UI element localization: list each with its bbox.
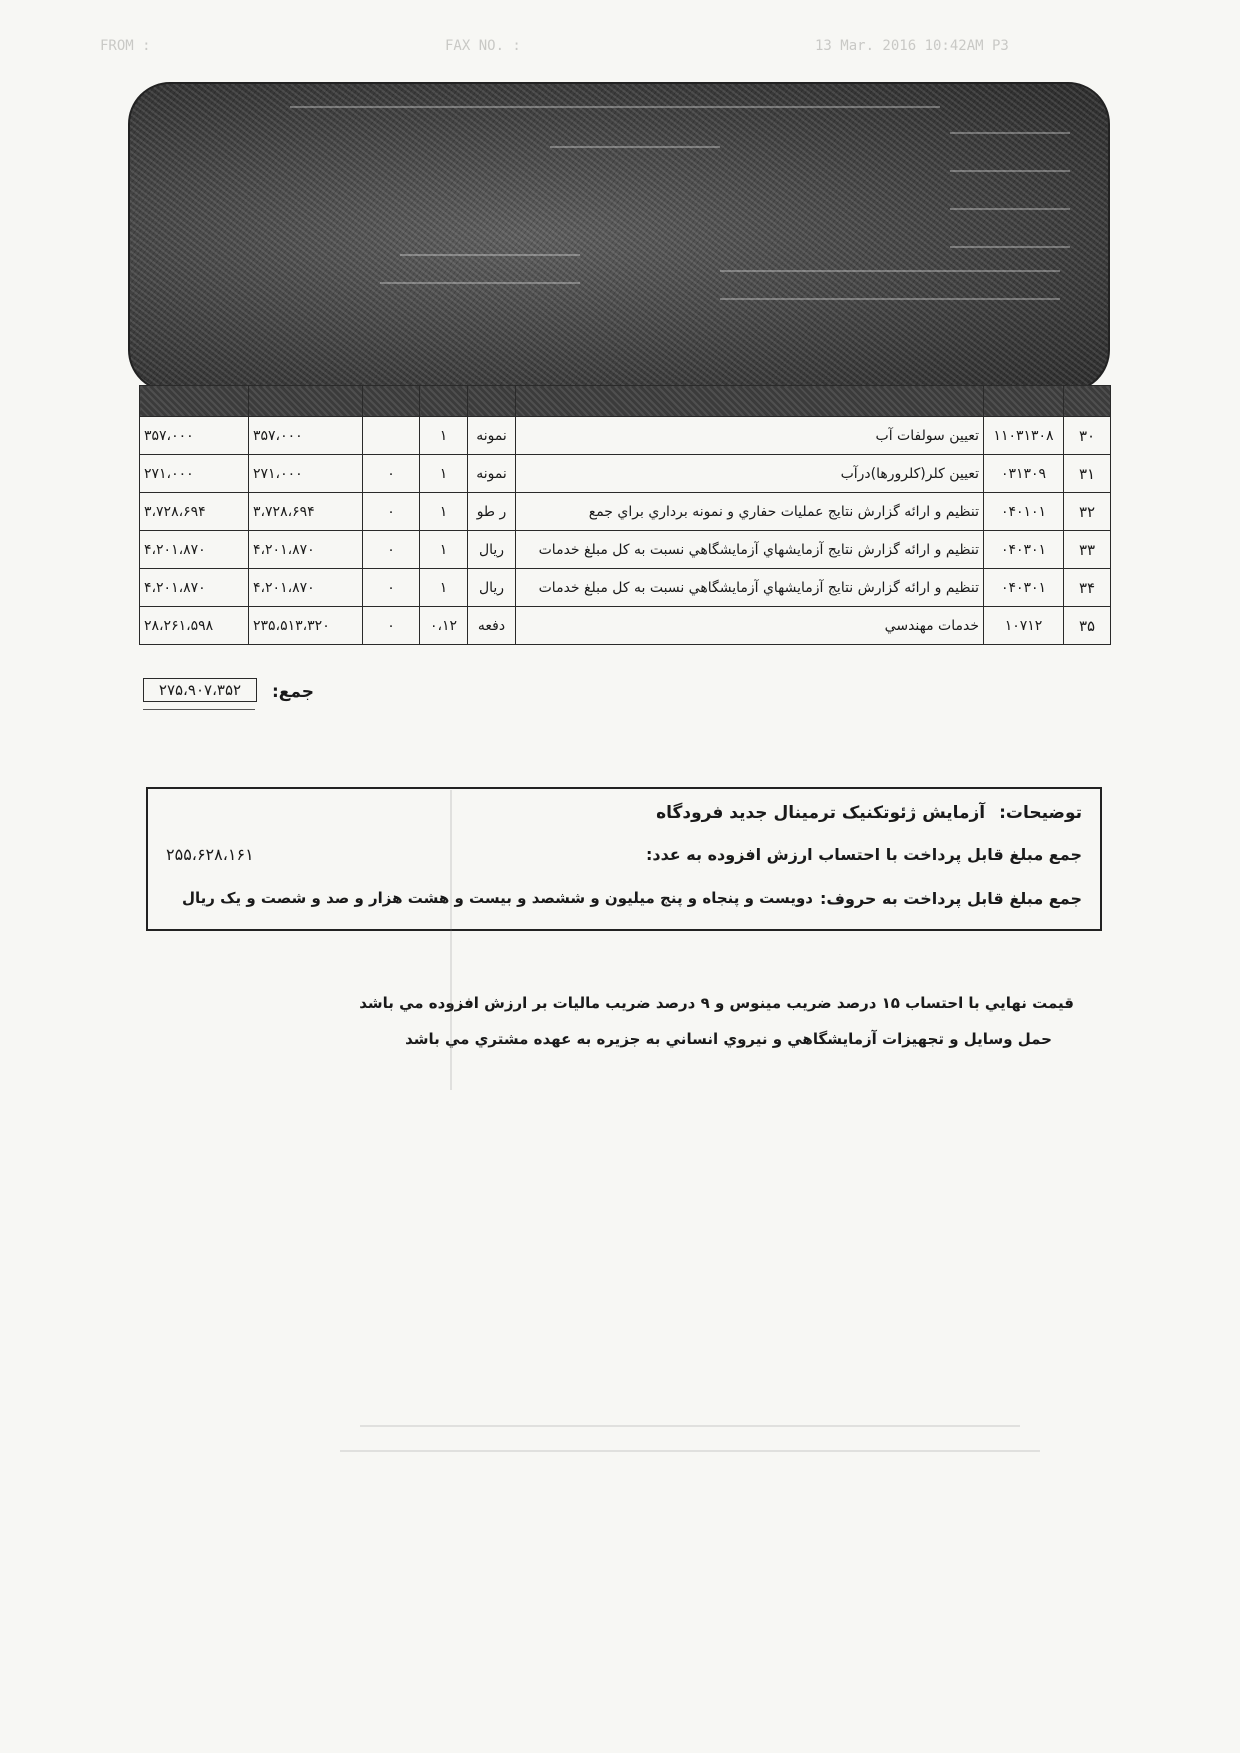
letterhead-title-line (290, 106, 940, 108)
scan-artifact (360, 1425, 1020, 1427)
amount-words-value: دویست و پنجاه و پنج میلیون و ششصد و بیست و هشت هزار و صد و شصت و یک ریال (182, 889, 813, 907)
amount-digits-label: جمع مبلغ قابل پرداخت با احتساب ارزش افزوده به عدد: (645, 845, 1082, 864)
item-unit: نمونه (468, 455, 516, 493)
item-total: ۲۸،۲۶۱،۵۹۸ (140, 607, 249, 645)
item-unit: ر طو (468, 493, 516, 531)
amount-digits-value: ۲۵۵،۶۲۸،۱۶۱ (166, 845, 254, 864)
letterhead-field-line (950, 208, 1070, 210)
letterhead-field-line (720, 270, 1060, 272)
row-number: ۳۴ (1064, 569, 1111, 607)
table-row (140, 569, 1111, 607)
item-unit: ریال (468, 531, 516, 569)
item-unit-price: ۲۳۵،۵۱۳،۳۲۰ (249, 607, 363, 645)
row-number: ۳۳ (1064, 531, 1111, 569)
item-quantity: ۱ (420, 417, 468, 455)
item-description: تنظیم و ارائه گزارش نتایج عملیات حفاري و نمونه برداري براي جمع (516, 493, 984, 531)
item-unit-price: ۲۷۱،۰۰۰ (249, 455, 363, 493)
item-discount: ۰ (363, 569, 420, 607)
row-number: ۳۲ (1064, 493, 1111, 531)
total-underline (143, 709, 255, 710)
fax-header (100, 38, 1100, 60)
letterhead-field-line (950, 170, 1070, 172)
item-code: ۰۴۰۳۰۱ (984, 569, 1064, 607)
amount-words-label: جمع مبلغ قابل پرداخت به حروف: (820, 889, 1082, 908)
notes-description (656, 803, 1082, 823)
item-description: تنظیم و ارائه گزارش نتایج آزمایشهاي آزمایشگاهي نسبت به کل مبلغ خدمات (516, 569, 984, 607)
item-unit-price: ۴،۲۰۱،۸۷۰ (249, 531, 363, 569)
table-row (140, 493, 1111, 531)
item-discount (363, 417, 420, 455)
item-unit: ریال (468, 569, 516, 607)
letterhead-field-line (950, 246, 1070, 248)
letterhead-field-line (400, 254, 580, 256)
item-discount: ۰ (363, 607, 420, 645)
total-label: جمع: (272, 682, 315, 702)
item-total: ۳۵۷،۰۰۰ (140, 417, 249, 455)
table-header-row (140, 386, 1111, 417)
item-code: ۱۱۰۳۱۳۰۸ (984, 417, 1064, 455)
notes-description-label: توضیحات: (999, 803, 1082, 823)
item-quantity: ۰،۱۲ (420, 607, 468, 645)
item-quantity: ۱ (420, 531, 468, 569)
item-quantity: ۱ (420, 493, 468, 531)
item-unit-price: ۳۵۷،۰۰۰ (249, 417, 363, 455)
table-row (140, 531, 1111, 569)
item-unit: نمونه (468, 417, 516, 455)
item-discount: ۰ (363, 493, 420, 531)
item-total: ۴،۲۰۱،۸۷۰ (140, 531, 249, 569)
item-code: ۰۴۰۳۰۱ (984, 531, 1064, 569)
item-description: خدمات مهندسي (516, 607, 984, 645)
item-total: ۳،۷۲۸،۶۹۴ (140, 493, 249, 531)
scan-artifact (450, 790, 452, 1090)
row-number: ۳۱ (1064, 455, 1111, 493)
item-total: ۴،۲۰۱،۸۷۰ (140, 569, 249, 607)
item-unit: دفعه (468, 607, 516, 645)
item-description: تنظیم و ارائه گزارش نتایج آزمایشهاي آزمایشگاهي نسبت به کل مبلغ خدمات (516, 531, 984, 569)
item-total: ۲۷۱،۰۰۰ (140, 455, 249, 493)
table-row (140, 417, 1111, 455)
row-number: ۳۰ (1064, 417, 1111, 455)
item-code: ۰۳۱۳۰۹ (984, 455, 1064, 493)
letterhead-field-line (380, 282, 580, 284)
scan-artifact (340, 1450, 1040, 1452)
item-description: تعیین سولفات آب (516, 417, 984, 455)
footer-note-price: قیمت نهایي با احتساب ۱۵ درصد ضریب مینوس و ۹ درصد ضریب مالیات بر ارزش افزوده مي باشد (359, 994, 1074, 1012)
notes-box (146, 787, 1102, 931)
table-row (140, 455, 1111, 493)
footer-note-transport: حمل وسایل و تجهیزات آزمایشگاهي و نیروي انساني به جزیره به عهده مشتري مي باشد (405, 1030, 1052, 1048)
letterhead-field-line (950, 132, 1070, 134)
item-description: تعیین کلر(کلرورها)درآب (516, 455, 984, 493)
item-code: ۱۰۷۱۲ (984, 607, 1064, 645)
table-row (140, 607, 1111, 645)
item-code: ۰۴۰۱۰۱ (984, 493, 1064, 531)
item-discount: ۰ (363, 455, 420, 493)
items-table (139, 385, 1111, 645)
letterhead-field-line (720, 298, 1060, 300)
letterhead-box (128, 82, 1110, 392)
item-discount: ۰ (363, 531, 420, 569)
item-unit-price: ۳،۷۲۸،۶۹۴ (249, 493, 363, 531)
notes-description-value: آزمایش ژئوتکنیک ترمینال جدید فرودگاه (656, 803, 986, 823)
item-unit-price: ۴،۲۰۱،۸۷۰ (249, 569, 363, 607)
fax-from: FROM : (100, 38, 151, 54)
row-number: ۳۵ (1064, 607, 1111, 645)
letterhead-subtitle-line (550, 146, 720, 148)
fax-number: FAX NO. : (445, 38, 521, 54)
fax-date: 13 Mar. 2016 10:42AM P3 (815, 38, 1009, 54)
total-value: ۲۷۵،۹۰۷،۳۵۲ (143, 678, 257, 702)
item-quantity: ۱ (420, 455, 468, 493)
item-quantity: ۱ (420, 569, 468, 607)
